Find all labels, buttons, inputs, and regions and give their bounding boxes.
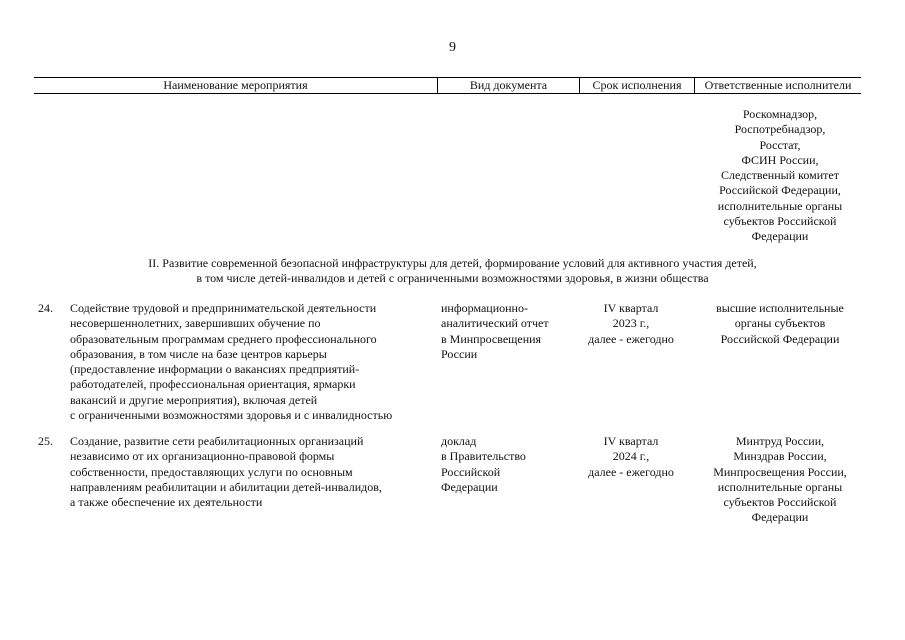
activity-line: собственности, предоставляющих услуги по основным [70,464,353,479]
activity-line: (предоставление информации о вакансиях предприятий- [70,362,360,377]
document-line: аналитический отчет [441,316,549,331]
document-line: доклад [441,434,477,448]
continued-responsible [690,107,870,245]
table-header [34,77,861,94]
document-line: России [441,346,478,361]
deadline-line: IV квартал [603,301,659,315]
deadline-line: IV квартал [603,434,659,448]
responsible-line: Российской Федерации, [719,183,841,198]
document-line: информационно- [441,301,528,315]
responsible-line: ФСИН России, [741,152,819,167]
responsible-line: Роспотребнадзор, [734,122,826,137]
activity-line: а также обеспечение их деятельности [70,495,263,510]
section-heading-line: в том числе детей-инвалидов и детей с ограниченными возможностями здоровья, в жизни общества [196,271,709,285]
activity-line: с ограниченными возможностями здоровья и с инвалидностью [70,408,393,423]
responsible-line: Роскомнадзор, [742,107,818,121]
deadline-line: далее - ежегодно [588,464,674,479]
document-line: в Правительство [441,449,526,464]
header-doc-type: Вид документа [437,78,579,93]
deadline-line: далее - ежегодно [588,331,674,346]
responsible-line: Следственный комитет [721,168,839,183]
document-line: в Минпросвещения [441,331,542,346]
activity-line: вакансий и другие мероприятия), включая детей [70,392,318,407]
document-type [441,301,581,362]
document-line: Федерации [441,479,498,494]
responsible-line: Федерации [751,510,809,525]
activity-line: образовательным программам среднего профессионального [70,331,377,346]
responsible-line: исполнительные органы [717,198,843,213]
activity-line: несовершеннолетних, завершивших обучение по [70,316,321,331]
responsible-line: исполнительные органы [717,479,843,494]
activity-line: образования, в том числе на базе центров карьеры [70,346,327,361]
deadline-line: 2023 г., [612,316,650,331]
deadline-line: 2024 г., [612,449,650,464]
document-line: Российской [441,464,501,479]
responsible-line: Минпросвещения России, [713,464,847,479]
responsible-line: Минздрав России, [733,449,827,464]
header-deadline: Срок исполнения [579,78,694,93]
responsible-line: субъектов Российской [723,495,837,510]
section-heading [0,256,905,286]
activity-name [70,434,430,510]
header-name: Наименование мероприятия [163,78,308,92]
deadline [576,301,686,347]
row-number: 24. [38,301,53,315]
page-number: 9 [449,40,456,55]
activity-line: направлениям реабилитации и абилитации детей-инвалидов, [70,479,382,494]
section-heading-line: II. Развитие современной безопасной инфраструктуры для детей, формирование условий для активного участия детей, [148,256,757,270]
responsible-line: Минтруд России, [735,434,825,448]
responsible [690,434,870,526]
activity-line: Создание, развитие сети реабилитационных организаций [70,434,364,448]
row-number: 25. [38,434,53,448]
activity-line: работодателей, профессиональная ориентация, ярмарки [70,377,356,392]
activity-line: Содействие трудовой и предпринимательской деятельности [70,301,377,315]
responsible-line: Федерации [751,229,809,244]
activity-line: независимо от их организационно-правовой формы [70,449,335,464]
document-type [441,434,581,495]
header-responsible: Ответственные исполнители [694,78,861,93]
responsible-line: Российской Федерации [720,331,840,346]
deadline [576,434,686,480]
responsible-line: высшие исполнительные [716,301,844,315]
responsible-line: субъектов Российской [723,214,837,229]
responsible-line: органы субъектов [734,316,826,331]
responsible [690,301,870,347]
activity-name [70,301,430,423]
responsible-line: Росстат, [759,137,801,152]
